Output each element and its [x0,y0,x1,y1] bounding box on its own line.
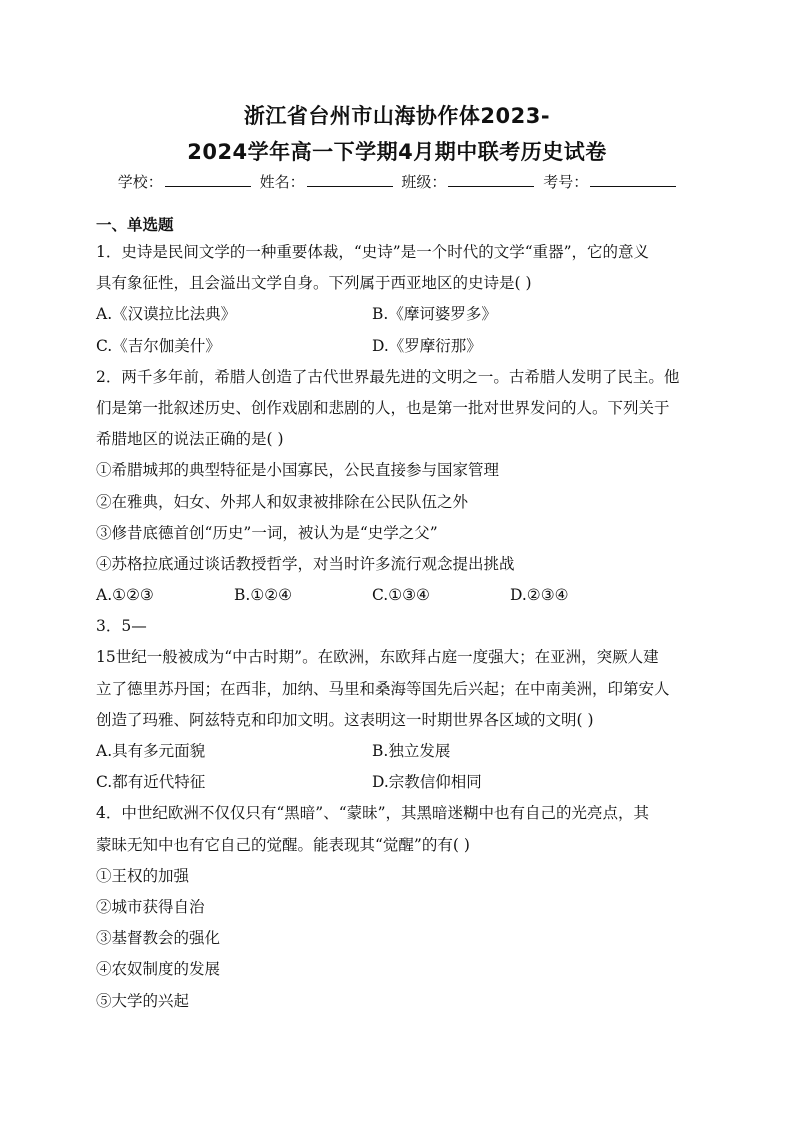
question-text-line: 3．5— [96,617,147,636]
option-a: A.①②③ [96,586,154,605]
statement-item: ④农奴制度的发展 [96,960,221,979]
options-row [96,767,700,798]
question-1 [96,237,700,362]
statement-item: ③基督教会的强化 [96,929,221,948]
question-text-line: 立了德里苏丹国；在西非，加纳、马里和桑海等国先后兴起；在中南美洲，印第安人 [96,679,670,698]
statement-item: ②在雅典，妇女、外邦人和奴隶被排除在公民队伍之外 [96,492,469,511]
question-text-line: 希腊地区的说法正确的是( ) [96,430,284,449]
school-label: 学校： [117,173,163,191]
statement-item: ②城市获得自治 [96,897,205,916]
question-text-line: 蒙昧无知中也有它自己的觉醒。能表现其“觉醒”的有( ) [96,835,470,854]
exam-title-line1: 浙江省台州市山海协作体2023- [243,104,551,128]
school-blank [165,172,251,187]
exam-content [96,213,700,1017]
option-c: C.①③④ [372,586,430,605]
option-c: C.《吉尔伽美什》 [96,336,221,355]
question-text-line: 4．中世纪欧洲不仅仅只有“黑暗”、“蒙昧”，其黑暗迷糊中也有自己的光亮点，其 [96,804,650,823]
section-heading: 一、单选题 [96,216,174,234]
options-row [96,736,700,767]
question-text-line: 创造了玛雅、阿兹特克和印加文明。这表明这一时期世界各区域的文明( ) [96,710,594,729]
question-text-line: 2．两千多年前，希腊人创造了古代世界最先进的文明之一。古希腊人发明了民主。他 [96,367,680,386]
exam-title-line2: 2024学年高一下学期4月期中联考历史试卷 [187,140,607,164]
name-label: 姓名： [259,173,305,191]
statement-item: ⑤大学的兴起 [96,991,190,1010]
question-3 [96,611,700,798]
option-a: A.《汉谟拉比法典》 [96,305,237,324]
option-d: D.②③④ [510,586,569,605]
exam-number-blank [590,172,676,187]
question-text-line: 具有象征性，且会溢出文学自身。下列属于西亚地区的史诗是( ) [96,274,532,293]
options-row [96,331,700,362]
exam-number-label: 考号： [543,173,589,191]
question-text-line: 1．史诗是民间文学的一种重要体裁，“史诗”是一个时代的文学“重器”，它的意义 [96,243,650,261]
option-b: B.《摩诃婆罗多》 [372,305,497,324]
question-4 [96,798,700,1016]
name-blank [307,172,393,187]
class-label: 班级： [401,173,447,191]
options-row [96,299,700,330]
option-a: A.具有多元面貌 [96,742,206,760]
question-2 [96,362,700,612]
option-c: C.都有近代特征 [96,773,206,792]
statement-item: ④苏格拉底通过谈话教授哲学，对当时许多流行观念提出挑战 [96,554,515,573]
option-d: D.宗教信仰相同 [372,773,482,792]
name-field [260,171,393,192]
question-text-line: 15世纪一般被成为“中古时期”。在欧洲，东欧拜占庭一度强大；在亚洲，突厥人建 [96,648,659,667]
question-text-line: 们是第一批叙述历史、创作戏剧和悲剧的人，也是第一批对世界发问的人。下列关于 [96,398,670,417]
options-row [96,580,700,611]
option-b: B.独立发展 [372,742,451,760]
exam-number-field [543,171,676,192]
statement-item: ③修昔底德首创“历史”一词，被认为是“史学之父” [96,523,438,542]
student-info-row [0,171,794,192]
statement-item: ①希腊城邦的典型特征是小国寡民，公民直接参与国家管理 [96,461,500,480]
school-field [118,171,251,192]
class-blank [448,172,534,187]
option-b: B.①②④ [234,586,293,605]
class-field [401,171,534,192]
option-d: D.《罗摩衍那》 [372,336,482,355]
statement-item: ①王权的加强 [96,866,190,885]
